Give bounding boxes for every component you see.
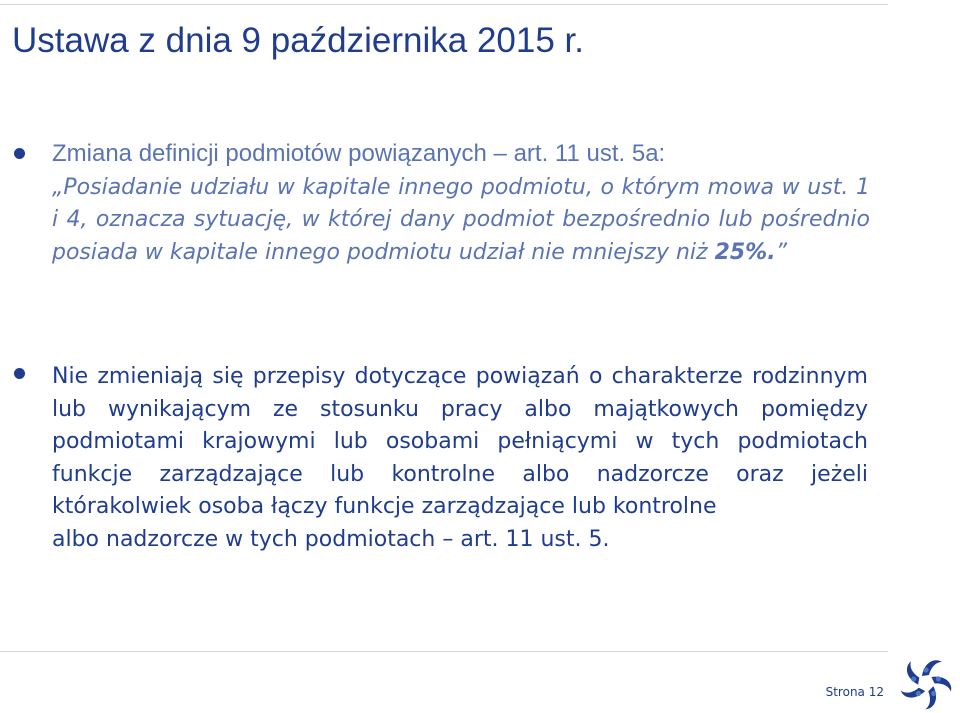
threshold-emphasis: 25%. [714, 239, 776, 265]
bottom-divider [0, 651, 888, 652]
bullet-text-1 [52, 138, 870, 269]
top-divider [0, 4, 888, 5]
slide-title: Ustawa z dnia 9 października 2015 r. [12, 21, 584, 60]
bullet-lead: Zmiana definicji podmiotów powiązanych – art. 11 ust. 5a: [52, 140, 666, 167]
bullet-last-line: albo nadzorcze w tych podmiotach – art. 11 ust. 5. [52, 526, 610, 552]
quote-closing-mark: ” [775, 239, 787, 265]
bullet-text-2 [52, 361, 868, 556]
bullet-dot-1 [14, 148, 25, 159]
bullet-dot-2 [14, 368, 25, 379]
page-number: Strona 12 [825, 685, 884, 699]
definition-quote: „Posiadanie udziału w kapitale innego podmiotu, o którym mowa w ust. 1 i 4, oznacza sytuację, w której dany podmiot bezpośrednio lub pośrednio posiada w kapitale innego podmiotu udział nie mniejszy niż [52, 174, 870, 265]
swirl-logo-icon [896, 652, 956, 712]
bullet-body: Nie zmieniają się przepisy dotyczące powiązań o charakterze rodzinnym lub wynikającym ze stosunku pracy albo majątkowych pomiędzy podmiotami krajowymi lub osobami pełniącymi w tych podmiotach funkcje zarządzające lub kontrolne albo nadzorcze oraz jeżeli którakolwiek osoba łączy funkcje zarządzające lub kontrolne [52, 364, 868, 519]
